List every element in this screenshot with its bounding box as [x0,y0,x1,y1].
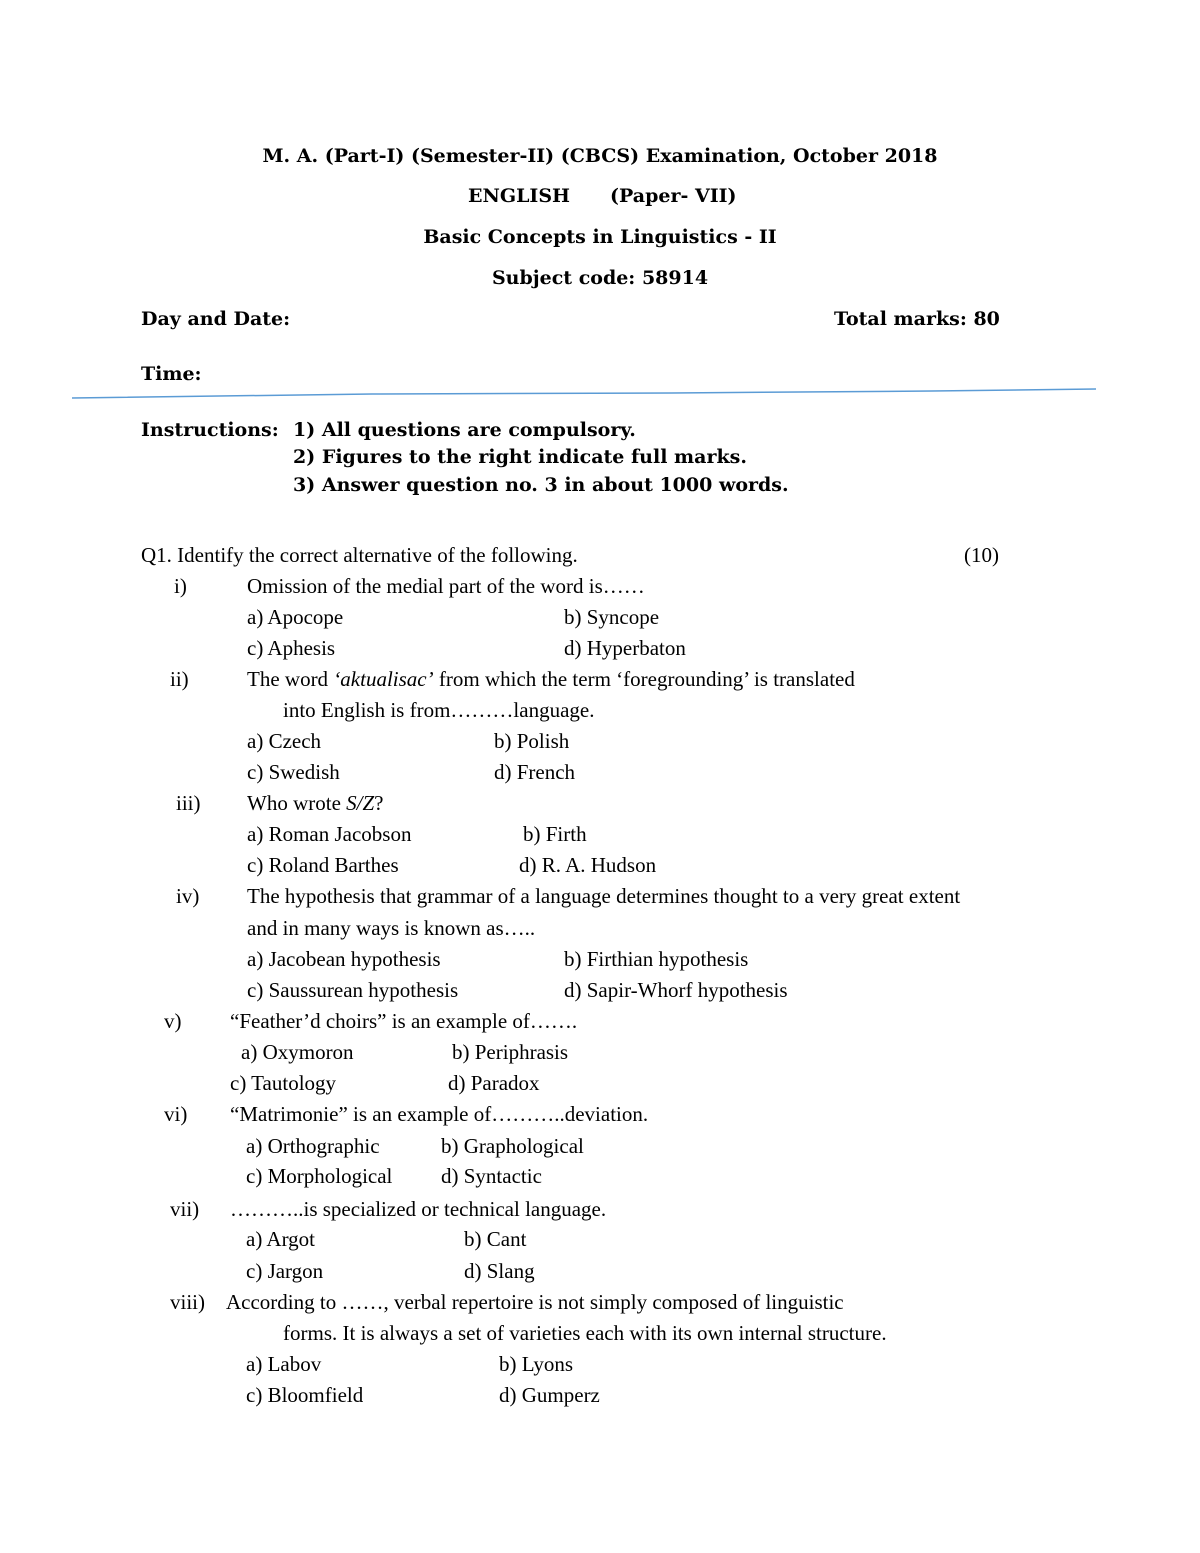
instruction-item: 2) Figures to the right indicate full marks. [293,446,747,468]
option-a: a) Argot [246,1227,316,1251]
option-b: b) Periphrasis [452,1040,569,1064]
question-text: forms. It is always a set of varieties each with its own internal structure. [283,1321,887,1345]
option-b: b) Lyons [499,1352,574,1376]
option-c: c) Morphological [246,1164,393,1188]
question-number: iv) [176,884,200,908]
option-c: c) Aphesis [247,636,336,660]
option-b: b) Polish [494,729,570,753]
question-text: ………..is specialized or technical language. [230,1197,607,1221]
option-d: d) R. A. Hudson [519,853,657,877]
option-c: c) Bloomfield [246,1383,364,1407]
question-text [247,793,383,814]
question-text: into English is from………language. [283,698,595,722]
option-c: c) Jargon [246,1259,324,1283]
option-a: a) Apocope [247,605,344,629]
option-b: b) Syncope [564,605,660,629]
instructions-label: Instructions: [141,419,279,441]
question-text-part: ? [374,791,384,815]
question-text: “Matrimonie” is an example of………..deviation. [230,1102,649,1126]
question-text: Omission of the medial part of the word is…… [247,574,645,598]
subject-name: ENGLISH [468,185,570,207]
question-text-italic: ‘aktualisac’ [333,667,434,691]
time-label: Time: [141,363,202,385]
course-title: Basic Concepts in Linguistics - II [423,226,777,248]
option-d: d) Syntactic [441,1164,542,1188]
header-divider [72,384,1096,400]
option-a: a) Oxymoron [241,1040,354,1064]
paper-number: (Paper- VII) [610,185,737,207]
question-text-part: from which the term ‘foregrounding’ is translated [433,667,855,691]
exam-title: M. A. (Part-I) (Semester-II) (CBCS) Examination, October 2018 [262,145,938,167]
option-a: a) Orthographic [246,1134,380,1158]
question-marks: (10) [964,543,999,567]
day-date-label: Day and Date: [141,308,291,330]
question-number: iii) [176,791,201,815]
question-number: ii) [170,667,189,691]
question-number: vi) [164,1102,188,1126]
option-a: a) Roman Jacobson [247,822,412,846]
question-text-part: The word [247,667,334,691]
subject-code: Subject code: 58914 [491,267,709,289]
question-text [247,669,855,690]
option-a: a) Czech [247,729,322,753]
option-c: c) Saussurean hypothesis [247,978,459,1002]
question-number: i) [174,574,187,598]
option-b: b) Firthian hypothesis [564,947,749,971]
question-number: vii) [170,1197,200,1221]
option-d: d) Gumperz [499,1383,600,1407]
option-d: d) Slang [464,1259,535,1283]
option-c: c) Tautology [230,1071,337,1095]
option-c: c) Swedish [247,760,340,784]
question-text: and in many ways is known as….. [247,916,536,940]
option-c: c) Roland Barthes [247,853,399,877]
question-text: According to ……, verbal repertoire is not simply composed of linguistic [226,1290,844,1314]
option-d: d) Hyperbaton [564,636,686,660]
option-a: a) Jacobean hypothesis [247,947,441,971]
option-a: a) Labov [246,1352,322,1376]
question-text-italic: S/Z [346,791,375,815]
question-heading: Q1. Identify the correct alternative of the following. [141,543,578,567]
option-d: d) Sapir-Whorf hypothesis [564,978,788,1002]
option-b: b) Firth [523,822,587,846]
instruction-item: 3) Answer question no. 3 in about 1000 words. [293,474,789,496]
total-marks: Total marks: 80 [834,308,1000,330]
question-text: The hypothesis that grammar of a language determines thought to a very great extent [247,884,961,908]
question-text-part: Who wrote [247,791,347,815]
question-text: “Feather’d choirs” is an example of……. [230,1009,578,1033]
option-d: d) Paradox [448,1071,540,1095]
question-number: v) [164,1009,182,1033]
option-b: b) Cant [464,1227,527,1251]
option-b: b) Graphological [441,1134,584,1158]
instruction-item: 1) All questions are compulsory. [293,419,636,441]
question-number: viii) [170,1290,205,1314]
option-d: d) French [494,760,576,784]
